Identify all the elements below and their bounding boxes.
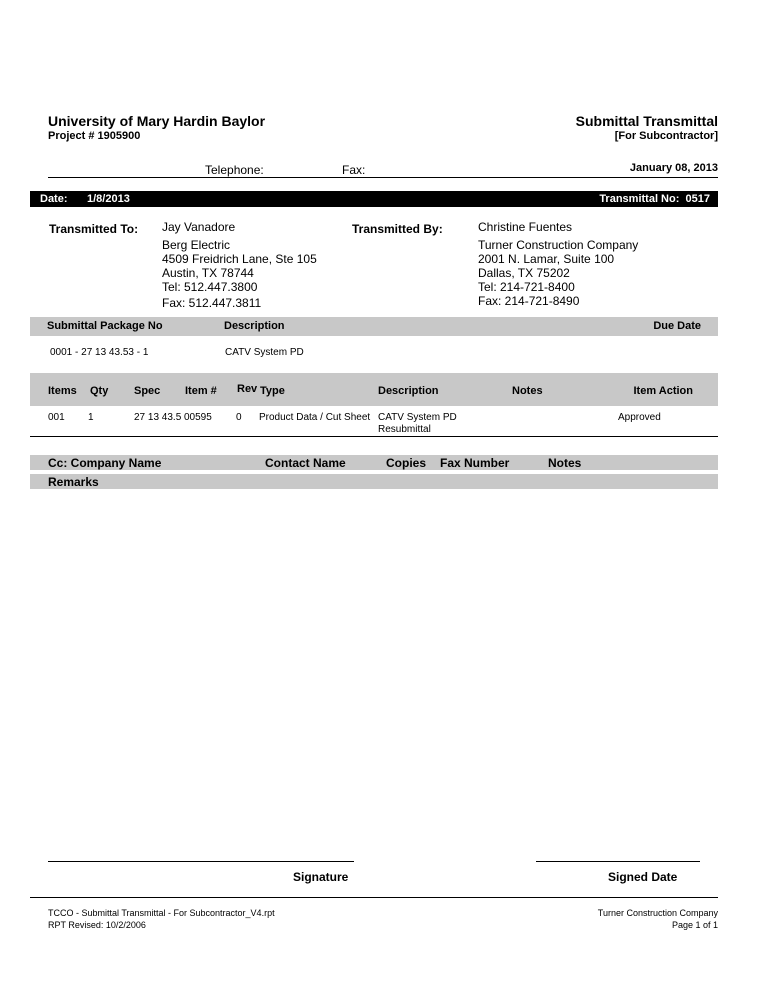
transmittal-number: 0517 bbox=[685, 193, 710, 205]
document-subtitle: [For Subcontractor] bbox=[614, 130, 718, 142]
date-bar bbox=[30, 191, 718, 207]
spec-cell: 27 13 43.5 bbox=[134, 412, 182, 423]
package-number: 0001 - 27 13 43.53 - 1 bbox=[50, 347, 149, 358]
transmitted-to-line: 4509 Freidrich Lane, Ste 105 bbox=[162, 252, 317, 266]
signed-date-label: Signed Date bbox=[608, 870, 678, 884]
signature-line bbox=[48, 861, 354, 862]
transmitted-by-line: Fax: 214-721-8490 bbox=[478, 294, 580, 308]
transmittal-label: Transmittal No: bbox=[599, 193, 680, 205]
fax-number-header: Fax Number bbox=[440, 456, 510, 470]
fax-label: Fax: bbox=[342, 163, 366, 177]
contact-name-header: Contact Name bbox=[265, 456, 346, 470]
date-value: 1/8/2013 bbox=[87, 193, 130, 205]
document-title: Submittal Transmittal bbox=[575, 113, 718, 129]
notes-header: Notes bbox=[512, 385, 543, 397]
transmitted-by-line: Turner Construction Company bbox=[478, 238, 639, 252]
project-number: Project # 1905900 bbox=[48, 130, 141, 142]
transmitted-by-block bbox=[478, 220, 638, 308]
item-action-cell: Approved bbox=[618, 412, 661, 423]
item-action-header: Item Action bbox=[633, 385, 693, 397]
telephone-label: Telephone: bbox=[205, 163, 264, 177]
items-bottom-rule bbox=[30, 436, 718, 437]
footer-company: Turner Construction Company bbox=[597, 908, 718, 918]
footer-rule bbox=[30, 897, 718, 898]
package-header-bar bbox=[30, 317, 718, 336]
item-description-header: Description bbox=[378, 385, 439, 397]
org-name: University of Mary Hardin Baylor bbox=[48, 113, 266, 129]
qty-header: Qty bbox=[90, 385, 109, 397]
transmitted-to-line: Austin, TX 78744 bbox=[162, 266, 254, 280]
qty-cell: 1 bbox=[88, 412, 94, 423]
spec-header: Spec bbox=[134, 385, 161, 397]
remarks-bar bbox=[30, 474, 718, 489]
rev-header: Rev bbox=[237, 383, 258, 395]
transmittal-number-group bbox=[599, 193, 710, 205]
transmitted-to-block bbox=[162, 220, 317, 310]
signature-label: Signature bbox=[293, 870, 349, 884]
due-date-header: Due Date bbox=[653, 320, 701, 332]
transmitted-by-label: Transmitted By: bbox=[352, 222, 443, 236]
transmitted-by-line: 2001 N. Lamar, Suite 100 bbox=[478, 252, 615, 266]
package-description: CATV System PD bbox=[225, 347, 304, 358]
item-number-header: Item # bbox=[185, 385, 217, 397]
transmitted-to-line: Tel: 512.447.3800 bbox=[162, 280, 258, 294]
copies-header: Copies bbox=[386, 456, 427, 470]
items-header-bar bbox=[30, 373, 718, 406]
description-cell-line-2: Resubmittal bbox=[378, 424, 431, 435]
type-header: Type bbox=[260, 385, 285, 397]
header-date: January 08, 2013 bbox=[629, 162, 718, 174]
cc-header-bar bbox=[30, 455, 718, 470]
transmitted-to-line: Berg Electric bbox=[162, 238, 231, 252]
rev-cell: 0 bbox=[236, 412, 242, 423]
transmitted-by-name: Christine Fuentes bbox=[478, 220, 573, 234]
type-cell: Product Data / Cut Sheet bbox=[259, 412, 371, 423]
package-number-header: Submittal Package No bbox=[47, 320, 163, 332]
report-revised: RPT Revised: 10/2/2006 bbox=[48, 920, 146, 930]
signed-date-line bbox=[536, 861, 700, 862]
remarks-label: Remarks bbox=[48, 475, 99, 489]
transmitted-to-name: Jay Vanadore bbox=[162, 220, 236, 234]
transmitted-by-line: Tel: 214-721-8400 bbox=[478, 280, 575, 294]
report-name: TCCO - Submittal Transmittal - For Subcontractor_V4.rpt bbox=[48, 908, 275, 918]
date-label: Date: bbox=[40, 193, 68, 205]
page-number: Page 1 of 1 bbox=[671, 920, 718, 930]
transmitted-to-label: Transmitted To: bbox=[49, 222, 139, 236]
cc-notes-header: Notes bbox=[548, 456, 582, 470]
description-cell: CATV System PD bbox=[378, 412, 457, 423]
item-cell: 001 bbox=[48, 412, 65, 423]
header-rule bbox=[48, 177, 718, 178]
cc-company-header: Cc: Company Name bbox=[48, 456, 162, 470]
items-header: Items bbox=[48, 385, 77, 397]
package-description-header: Description bbox=[224, 320, 285, 332]
transmitted-by-line: Dallas, TX 75202 bbox=[478, 266, 570, 280]
item-number-cell: 00595 bbox=[184, 412, 212, 423]
transmitted-to-line: Fax: 512.447.3811 bbox=[162, 296, 262, 310]
